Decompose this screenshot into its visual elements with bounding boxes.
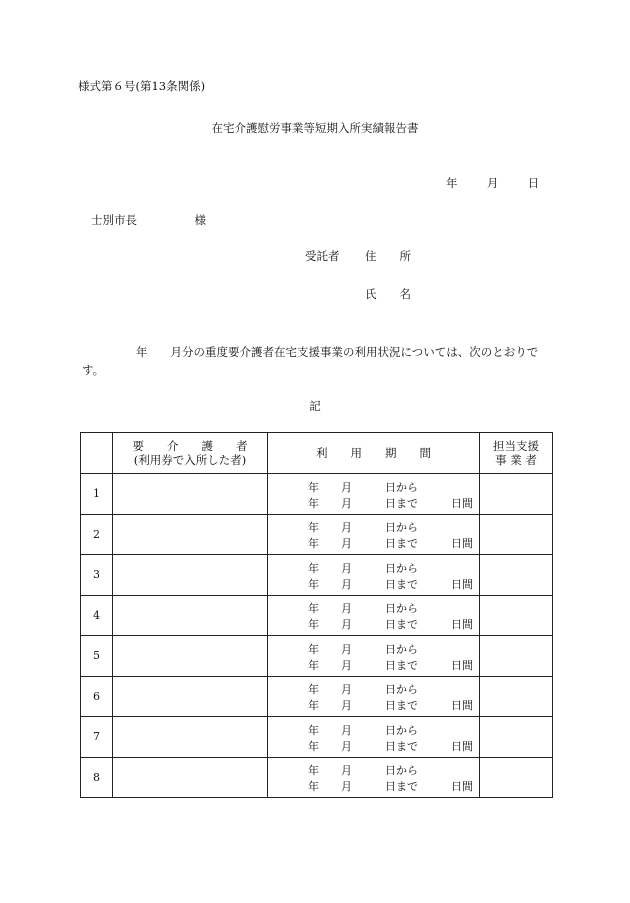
table-row <box>81 514 553 555</box>
period-days: 日間 <box>451 496 473 510</box>
body-text <box>82 343 552 379</box>
row-number: 5 <box>81 636 113 677</box>
period-lines <box>268 558 479 592</box>
person-cell[interactable] <box>113 757 268 798</box>
reporter-address-label: 住 所 <box>365 249 411 263</box>
period-cell[interactable] <box>268 757 480 798</box>
period-lines <box>268 760 479 794</box>
period-lines <box>268 639 479 673</box>
period-to: 年 月 日まで <box>308 699 418 713</box>
row-number: 6 <box>81 676 113 717</box>
row-number: 2 <box>81 514 113 555</box>
staff-cell[interactable] <box>480 514 553 555</box>
staff-cell[interactable] <box>480 595 553 636</box>
staff-cell[interactable] <box>480 717 553 758</box>
reporter-label: 受託者 <box>305 249 340 263</box>
period-from: 年 月 日から <box>308 521 418 535</box>
period-cell[interactable] <box>268 636 480 677</box>
period-cell[interactable] <box>268 514 480 555</box>
row-number: 3 <box>81 555 113 596</box>
period-to: 年 月 日まで <box>308 577 418 591</box>
person-cell[interactable] <box>113 474 268 515</box>
period-days: 日間 <box>451 780 473 794</box>
table-row <box>81 717 553 758</box>
period-days: 日間 <box>451 537 473 551</box>
staff-cell[interactable] <box>480 474 553 515</box>
period-lines <box>268 598 479 632</box>
period-from: 年 月 日から <box>308 602 418 616</box>
row-number: 7 <box>81 717 113 758</box>
period-from: 年 月 日から <box>308 764 418 778</box>
person-cell[interactable] <box>113 636 268 677</box>
row-number: 8 <box>81 757 113 798</box>
table-row <box>81 757 553 798</box>
period-to: 年 月 日まで <box>308 496 418 510</box>
period-cell[interactable] <box>268 717 480 758</box>
person-cell[interactable] <box>113 514 268 555</box>
table-row <box>81 595 553 636</box>
staff-cell[interactable] <box>480 555 553 596</box>
period-days: 日間 <box>451 699 473 713</box>
body-sentence: 月分の重度要介護者在宅支援事業の利用状況については、次のとおりです。 <box>82 345 539 377</box>
period-from: 年 月 日から <box>308 642 418 656</box>
header-staff-line2: 事 業 者 <box>495 453 537 467</box>
header-staff-line1: 担当支援 <box>493 439 539 453</box>
table-header-row <box>81 433 553 474</box>
period-lines <box>268 720 479 754</box>
period-from: 年 月 日から <box>308 683 418 697</box>
period-to: 年 月 日まで <box>308 618 418 632</box>
body-year: 年 <box>136 345 148 359</box>
addressee: 士別市長 様 <box>91 213 206 227</box>
ki-heading: 記 <box>309 399 321 413</box>
header-person-line1: 要 介 護 者 <box>132 439 248 453</box>
period-cell[interactable] <box>268 676 480 717</box>
row-number: 4 <box>81 595 113 636</box>
header-staff <box>480 433 553 474</box>
usage-table <box>80 432 553 798</box>
document-title: 在宅介護慰労事業等短期入所実績報告書 <box>211 121 419 135</box>
person-cell[interactable] <box>113 595 268 636</box>
period-cell[interactable] <box>268 474 480 515</box>
header-period: 利 用 期 間 <box>268 433 480 474</box>
table-row <box>81 474 553 515</box>
period-from: 年 月 日から <box>308 480 418 494</box>
reporter-name-label: 氏 名 <box>365 287 411 301</box>
header-person <box>113 433 268 474</box>
date-year: 年 <box>446 176 458 190</box>
period-days: 日間 <box>451 618 473 632</box>
period-from: 年 月 日から <box>308 561 418 575</box>
person-cell[interactable] <box>113 676 268 717</box>
date-month: 月 <box>486 176 499 190</box>
staff-cell[interactable] <box>480 636 553 677</box>
period-cell[interactable] <box>268 555 480 596</box>
period-from: 年 月 日から <box>308 723 418 737</box>
row-number: 1 <box>81 474 113 515</box>
staff-cell[interactable] <box>480 676 553 717</box>
period-lines <box>268 517 479 551</box>
period-to: 年 月 日まで <box>308 658 418 672</box>
period-days: 日間 <box>451 658 473 672</box>
person-cell[interactable] <box>113 555 268 596</box>
date-line <box>446 175 539 191</box>
table-row <box>81 676 553 717</box>
period-days: 日間 <box>451 577 473 591</box>
period-days: 日間 <box>451 739 473 753</box>
header-number <box>81 433 113 474</box>
person-cell[interactable] <box>113 717 268 758</box>
staff-cell[interactable] <box>480 757 553 798</box>
period-to: 年 月 日まで <box>308 780 418 794</box>
period-to: 年 月 日まで <box>308 739 418 753</box>
form-number: 様式第６号(第13条関係) <box>78 79 206 93</box>
table-row <box>81 636 553 677</box>
period-lines <box>268 477 479 511</box>
period-cell[interactable] <box>268 595 480 636</box>
date-day: 日 <box>527 176 540 190</box>
period-to: 年 月 日まで <box>308 537 418 551</box>
header-person-line2: (利用券で入所した者) <box>133 453 247 467</box>
table-row <box>81 555 553 596</box>
period-lines <box>268 679 479 713</box>
